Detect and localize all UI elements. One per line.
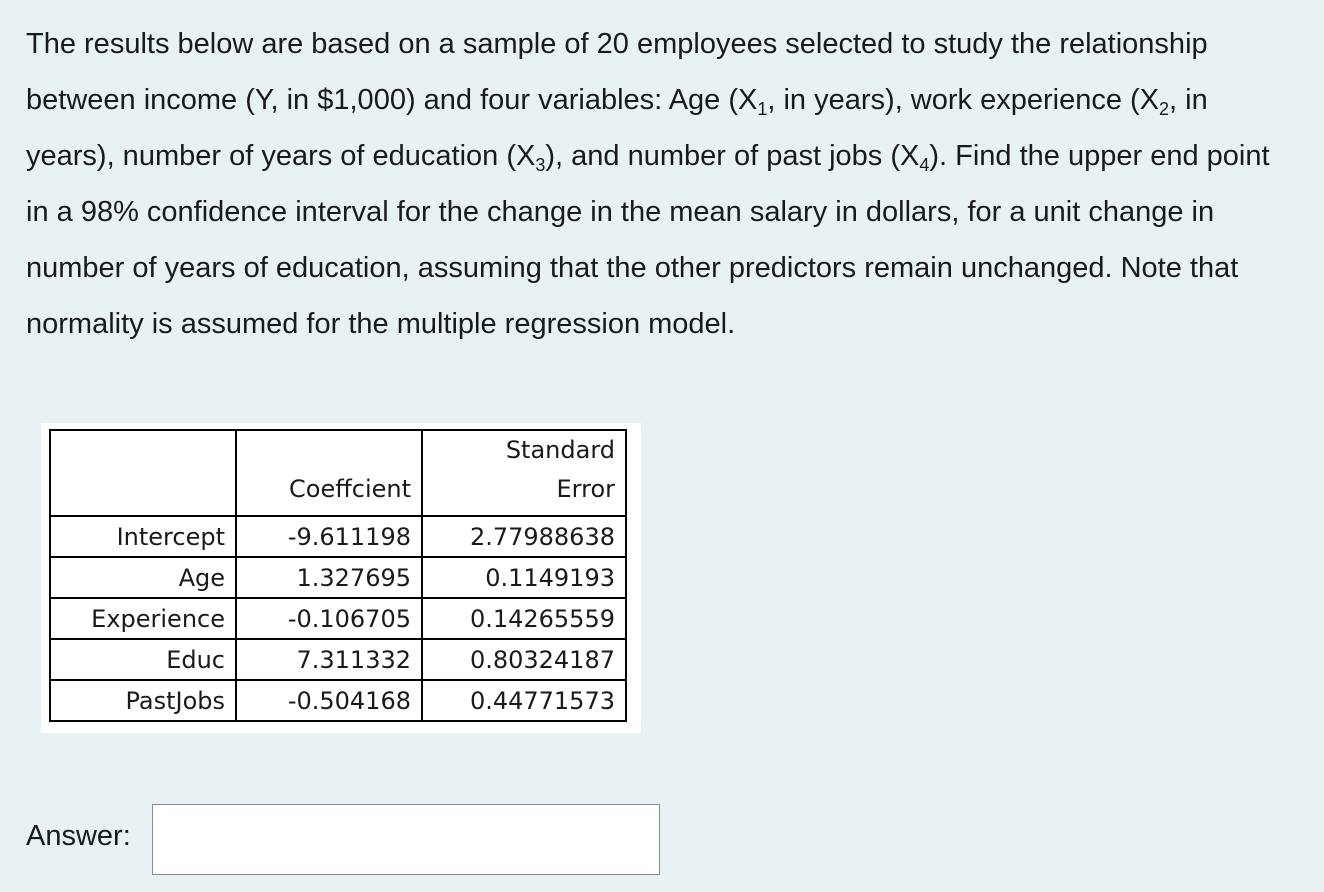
regression-table-image (41, 423, 641, 733)
question-text: The results below are based on a sample of 20 employees selected to study the relationship between income (Y, in $1,000) and four variables: Age ($X_1$, in years), work experience ($X_2$, in years), number of years of education $(X_3)$, and number of past jobs $(X_4)$. Find the upper end point in a 98% confidence interval for the change in the mean salary in dollars, for a unit change in number of years of education, assuming that the other predictors remain unchanged. Note that normality is assumed for the multiple regression model. (26, 28, 1270, 340)
table-row (50, 639, 626, 680)
table-row (50, 557, 626, 598)
table-cell: Intercept (50, 516, 236, 557)
answer-label: Answer: (26, 820, 131, 852)
table-row (50, 598, 626, 639)
table-cell: 0.44771573 (422, 680, 626, 721)
answer-input[interactable] (152, 804, 660, 875)
table-cell: 7.311332 (236, 639, 422, 680)
table-row (50, 516, 626, 557)
table-cell: 0.80324187 (422, 639, 626, 680)
table-header-row (50, 430, 626, 516)
table-cell: 2.77988638 (422, 516, 626, 557)
table-row (50, 680, 626, 721)
table-cell: Age (50, 557, 236, 598)
table-cell: 0.14265559 (422, 598, 626, 639)
table-cell: -0.504168 (236, 680, 422, 721)
table-header-cell: Standard Error (422, 430, 626, 516)
table-cell: -9.611198 (236, 516, 422, 557)
table-header-cell (50, 430, 236, 516)
table-cell: -0.106705 (236, 598, 422, 639)
table-cell: PastJobs (50, 680, 236, 721)
table-cell: Educ (50, 639, 236, 680)
table-cell: 1.327695 (236, 557, 422, 598)
regression-table (49, 429, 627, 722)
table-cell: Experience (50, 598, 236, 639)
table-cell: 0.1149193 (422, 557, 626, 598)
table-header-cell: Coeffcient (236, 430, 422, 516)
